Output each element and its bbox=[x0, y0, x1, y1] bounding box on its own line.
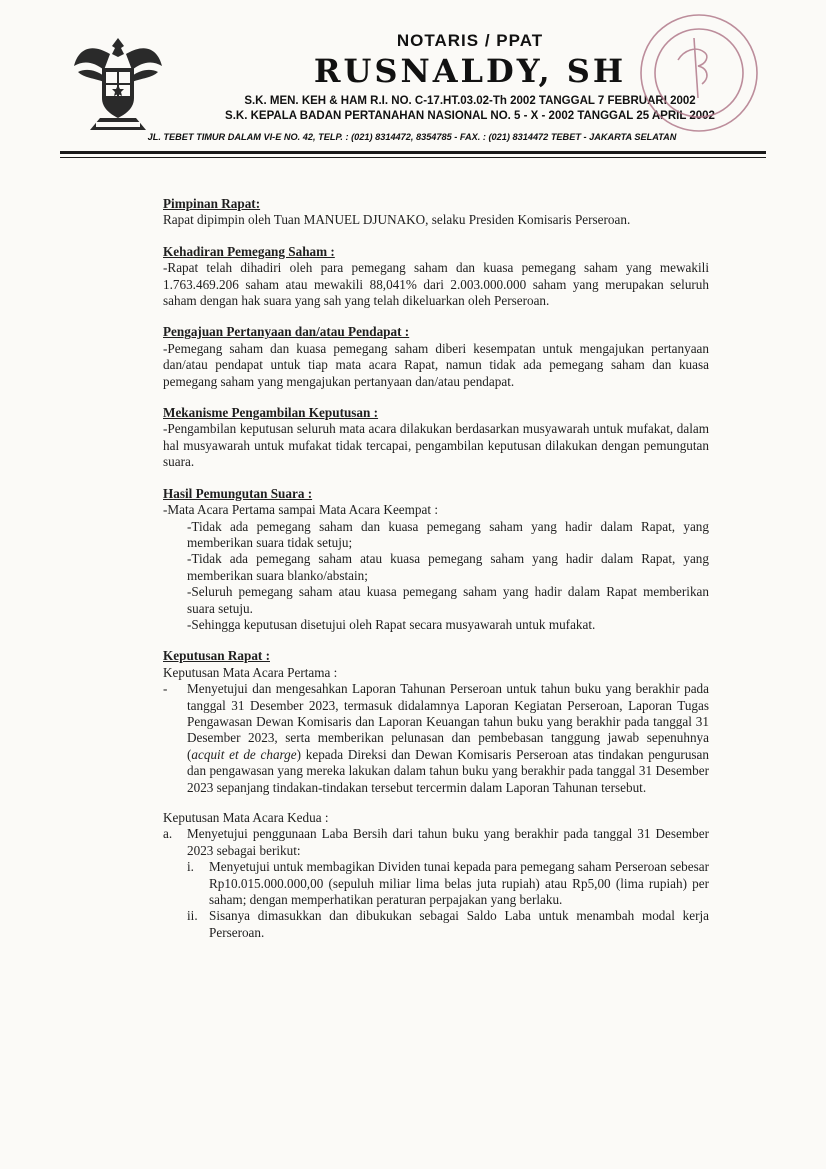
paragraph: Menyetujui dan mengesahkan Laporan Tahunan Perseroan untuk tahun buku yang berakhir pada tanggal 31 Desember 2023, termasuk didalamnya Laporan Kegiatan Perseroan, Laporan Tugas Pengawasan Dewan Komisaris dan Laporan Keuangan tahun buku yang berakhir pada tanggal 31 Desember 2023, serta memberikan pelunasan dan pembebasan tanggung jawab sepenuhnya (acquit et de charge) kepada Direksi dan Dewan Komisaris Perseroan atas tindakan pengurusan dan pengawasan yang mereka lakukan dalam tahun buku yang berakhir pada tanggal 31 Desember 2023 sepanjang tindakan-tindakan tersebut tercermin dalam Laporan Tahunan tersebut. bbox=[187, 681, 709, 795]
paragraph: -Rapat telah dihadiri oleh para pemegang saham dan kuasa pemegang saham yang mewakili 1.763.469.206 saham atau mewakili 88,041% dari 2.003.000.000 saham yang merupakan seluruh saham dengan hak suara yang sah yang telah dikeluarkan oleh Perseroan. bbox=[163, 260, 709, 309]
list-marker: i. bbox=[187, 859, 194, 875]
sub-list-item bbox=[163, 908, 709, 941]
section-pengajuan bbox=[163, 324, 709, 390]
list-item: -Tidak ada pemegang saham atau kuasa pemegang saham yang hadir dalam Rapat, yang memberikan suara blanko/abstain; bbox=[187, 551, 709, 583]
list-item bbox=[163, 826, 709, 859]
section-heading: Hasil Pemungutan Suara : bbox=[163, 485, 313, 501]
paragraph: -Pengambilan keputusan seluruh mata acara dilakukan berdasarkan musyawarah untuk mufakat, dalam hal musyawarah untuk mufakat tidak tercapai, pengambilan keputusan dilakukan dengan pemungutan suara. bbox=[163, 421, 709, 470]
paragraph: -Mata Acara Pertama sampai Mata Acara Keempat : bbox=[163, 502, 438, 518]
agenda-label: Keputusan Mata Acara Pertama : bbox=[163, 664, 338, 680]
notary-stamp-icon bbox=[634, 8, 764, 138]
section-pimpinan bbox=[163, 196, 709, 229]
section-hasil bbox=[163, 486, 709, 634]
paragraph: Menyetujui penggunaan Laba Bersih dari tahun buku yang berakhir pada tanggal 31 Desember 2023 sebagai berikut: bbox=[187, 826, 709, 858]
section-keputusan bbox=[163, 648, 709, 941]
list-item: -Tidak ada pemegang saham dan kuasa pemegang saham yang hadir dalam Rapat, yang memberikan suara tidak setuju; bbox=[187, 518, 709, 550]
list-item bbox=[163, 681, 709, 796]
notary-title: NOTARIS / PPAT bbox=[396, 31, 544, 50]
section-heading: Pimpinan Rapat: bbox=[163, 196, 261, 211]
agenda-label: Keputusan Mata Acara Kedua : bbox=[163, 810, 329, 825]
garuda-emblem-icon bbox=[70, 32, 166, 138]
list-item: -Sehingga keputusan disetujui oleh Rapat secara musyawarah untuk mufakat. bbox=[187, 616, 596, 632]
section-heading: Mekanisme Pengambilan Keputusan : bbox=[163, 405, 379, 421]
list-marker: a. bbox=[163, 826, 173, 842]
section-kehadiran bbox=[163, 244, 709, 310]
section-mekanisme bbox=[163, 405, 709, 471]
section-heading: Pengajuan Pertanyaan dan/atau Pendapat : bbox=[163, 324, 410, 340]
sub-list-item bbox=[163, 859, 709, 908]
sk-line-ministry: S.K. MEN. KEH & HAM R.I. NO. C-17.HT.03.02-Th 2002 TANGGAL 7 FEBRUARI 2002 bbox=[244, 95, 696, 107]
paragraph: Rapat dipimpin oleh Tuan MANUEL DJUNAKO, selaku Presiden Komisaris Perseroan. bbox=[163, 212, 631, 228]
list-item: -Seluruh pemegang saham atau kuasa pemegang saham yang hadir dalam Rapat memberikan suara setuju. bbox=[187, 584, 709, 616]
list-marker: ii. bbox=[187, 908, 198, 924]
paragraph: Menyetujui untuk membagikan Dividen tunai kepada para pemegang saham Perseroan sebesar Rp10.015.000.000,00 (sepuluh miliar lima belas juta rupiah) atau Rp5,00 (lima rupiah) per saham; dengan memperhatikan peraturan perpajakan yang berlaku. bbox=[209, 859, 709, 908]
list-marker: - bbox=[163, 681, 168, 697]
header-divider-thin bbox=[60, 157, 766, 158]
paragraph: Sisanya dimasukkan dan dibukukan sebagai Saldo Laba untuk menambah modal kerja Perseroan. bbox=[209, 908, 709, 940]
office-address: JL. TEBET TIMUR DALAM VI-E NO. 42, TELP. : (021) 8314472, 8354785 - FAX. : (021) 8314472 TEBET - JAKARTA SELATAN bbox=[147, 132, 677, 142]
paragraph: -Pemegang saham dan kuasa pemegang saham diberi kesempatan untuk mengajukan pertanyaan dan/atau pendapat untuk tiap mata acara Rapat, namun tidak ada pemegang saham dan kuasa pemegang saham yang mengajukan pertanyaan dan/atau pendapat. bbox=[163, 340, 709, 389]
document-body bbox=[163, 196, 709, 941]
notary-name: RUSNALDY, SH bbox=[313, 52, 627, 90]
header-divider-thick bbox=[60, 151, 766, 154]
sk-line-land-agency: S.K. KEPALA BADAN PERTANAHAN NASIONAL NO. 5 - X - 2002 TANGGAL 25 APRIL 2002 bbox=[225, 110, 715, 122]
section-heading: Keputusan Rapat : bbox=[163, 648, 270, 664]
section-heading: Kehadiran Pemegang Saham : bbox=[163, 243, 335, 259]
